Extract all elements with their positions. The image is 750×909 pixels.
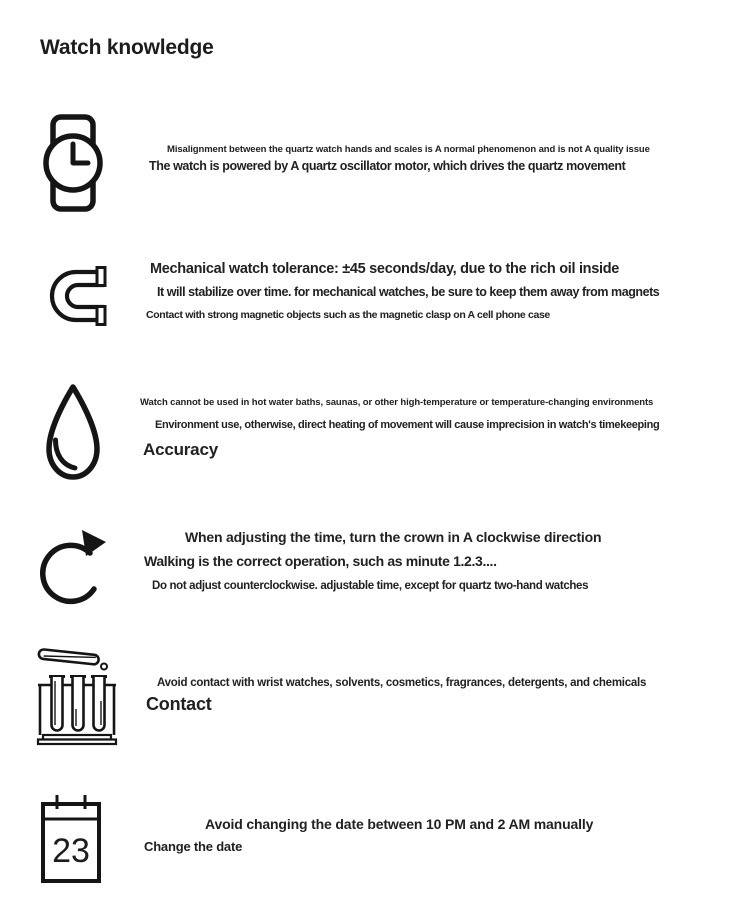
magnet-sub-line: It will stabilize over time. for mechanical watches, be sure to keep them away from magnets: [157, 285, 660, 299]
date-sub-line: Change the date: [144, 839, 243, 854]
adjust-note-line: Do not adjust counterclockwise. adjustable time, except for quartz two-hand watches: [152, 580, 589, 592]
magnet-icon: [45, 262, 107, 330]
clockwise-arrow-icon: [40, 525, 106, 612]
accuracy-note-line: Watch cannot be used in hot water baths, saunas, or other high-temperature or temperature-changing environments: [140, 397, 654, 408]
quartz-main-line: The watch is powered by A quartz oscillator motor, which drives the quartz movement: [149, 159, 626, 173]
accuracy-sub-line: Environment use, otherwise, direct heating of movement will cause imprecision in watch's timekeeping: [155, 419, 660, 431]
page-title: Watch knowledge: [40, 36, 214, 59]
adjust-headline: When adjusting the time, turn the crown in A clockwise direction: [185, 529, 602, 545]
date-headline: Avoid changing the date between 10 PM and 2 AM manually: [205, 816, 594, 832]
test-tubes-icon: [36, 643, 118, 746]
accuracy-headline: Accuracy: [143, 440, 218, 459]
calendar-icon: [40, 793, 102, 884]
water-drop-icon: [42, 383, 104, 482]
quartz-note-line: Misalignment between the quartz watch hands and scales is A normal phenomenon and is not A quality issue: [167, 144, 650, 155]
contact-headline: Contact: [146, 694, 212, 714]
contact-sub-line: Avoid contact with wrist watches, solvents, cosmetics, fragrances, detergents, and chemicals: [157, 677, 647, 689]
magnet-headline: Mechanical watch tolerance: ±45 seconds/day, due to the rich oil inside: [150, 261, 620, 277]
adjust-sub-line: Walking is the correct operation, such as minute 1.2.3....: [144, 553, 497, 569]
magnet-note-line: Contact with strong magnetic objects such as the magnetic clasp on A cell phone case: [146, 309, 550, 321]
wristwatch-icon: [43, 114, 103, 212]
calendar-day-number: 23: [52, 832, 90, 870]
